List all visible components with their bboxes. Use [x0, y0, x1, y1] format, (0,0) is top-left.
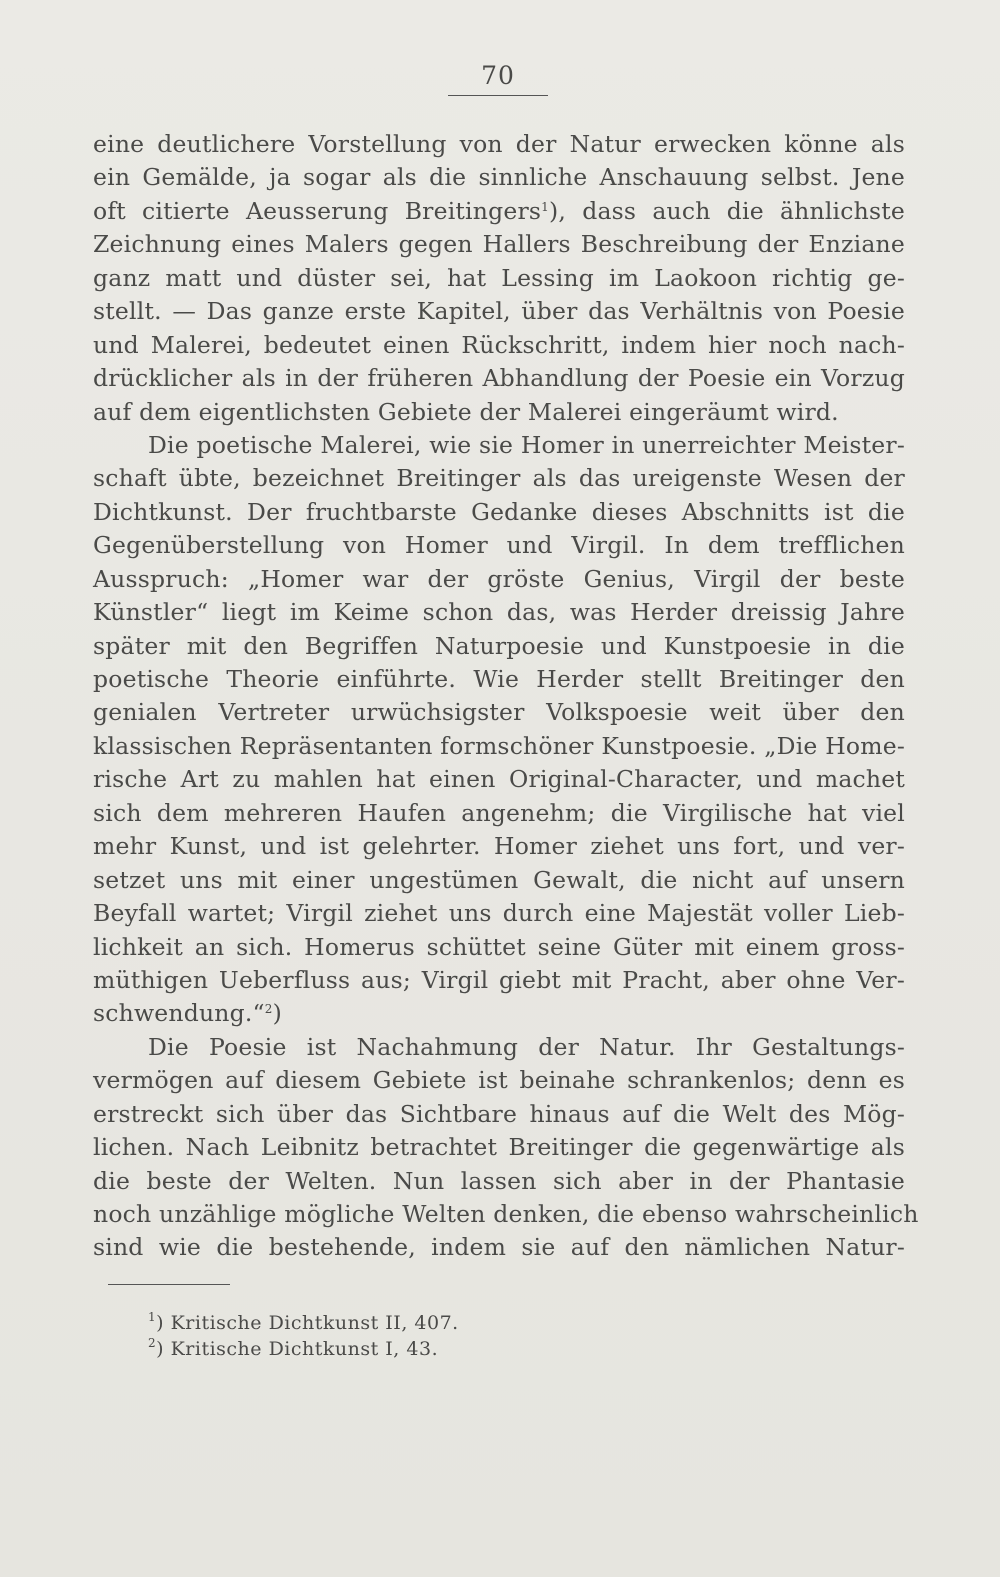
text-line: Beyfall wartet; Virgil ziehet uns durch eine Majestät voller Lieb- [93, 899, 905, 928]
text-line: rische Art zu mahlen hat einen Original-Character, und machet [93, 765, 905, 794]
text-line: genialen Vertreter urwüchsigster Volkspoesie weit über den [93, 698, 905, 727]
text-fragment: oft citierte Aeusserung Breitingers [93, 196, 542, 225]
text-line: später mit den Begriffen Naturpoesie und Kunstpoesie in die [93, 631, 905, 660]
text-line: lichkeit an sich. Homerus schüttet seine Güter mit einem gross- [93, 932, 905, 961]
text-fragment: schwendung.“ [93, 999, 265, 1028]
text-line: Zeichnung eines Malers gegen Hallers Beschreibung der Enziane [93, 230, 905, 259]
text-line: schaft übte, bezeichnet Breitinger als das ureigenste Wesen der [93, 464, 905, 493]
text-line: Gegenüberstellung von Homer und Virgil. In dem trefflichen [93, 531, 905, 560]
text-line: setzet uns mit einer ungestümen Gewalt, die nicht auf unsern [93, 865, 905, 894]
text-line: sind wie die bestehende, indem sie auf den nämlichen Natur- [93, 1233, 905, 1262]
text-line: mehr Kunst, und ist gelehrter. Homer ziehet uns fort, und ver- [93, 832, 905, 861]
text-line: und Malerei, bedeutet einen Rückschritt, indem hier noch nach- [93, 330, 905, 359]
text-line: stellt. — Das ganze erste Kapitel, über das Verhältnis von Poesie [93, 297, 905, 326]
text-line: sich dem mehreren Haufen angenehm; die Virgilische hat viel [93, 798, 905, 827]
footnotes [148, 1310, 848, 1362]
footnote-rule [108, 1284, 230, 1285]
footnote-mark: 2 [148, 1336, 157, 1350]
text-line [93, 997, 905, 1030]
text-line: ein Gemälde, ja sogar als die sinnliche Anschauung selbst. Jene [93, 163, 905, 192]
page-number-rule [448, 95, 548, 96]
footnote-ref: 1 [541, 199, 549, 214]
text-line: lichen. Nach Leibnitz betrachtet Breitinger die gegenwärtige als [93, 1133, 905, 1162]
text-line: Künstler“ liegt im Keime schon das, was Herder dreissig Jahre [93, 598, 905, 627]
footnote-mark: 1 [148, 1310, 157, 1324]
text-line: Die Poesie ist Nachahmung der Natur. Ihr Gestaltungs- [148, 1032, 905, 1061]
text-line: müthigen Ueberfluss aus; Virgil giebt mit Pracht, aber ohne Ver- [93, 965, 905, 994]
text-line: Ausspruch: „Homer war der gröste Genius, Virgil der beste [93, 564, 905, 593]
text-line: ganz matt und düster sei, hat Lessing im Laokoon richtig ge- [93, 263, 905, 292]
text-fragment: ), dass auch die ähnlichste [549, 196, 905, 225]
page-number: 70 [481, 61, 515, 90]
text-fragment: ) [272, 999, 282, 1028]
text-line: erstreckt sich über das Sichtbare hinaus auf die Welt des Mög- [93, 1099, 905, 1128]
text-line: vermögen auf diesem Gebiete ist beinahe schrankenlos; denn es [93, 1066, 905, 1095]
text-line: drücklicher als in der früheren Abhandlung der Poesie ein Vorzug [93, 364, 905, 393]
footnote-text: ) Kritische Dichtkunst I, 43. [156, 1338, 439, 1360]
text-line: Die poetische Malerei, wie sie Homer in unerreichter Meister- [148, 430, 905, 459]
text-line: poetische Theorie einführte. Wie Herder stellt Breitinger den [93, 665, 905, 693]
text-line: klassischen Repräsentanten formschöner Kunstpoesie. „Die Home- [93, 731, 905, 760]
body-text [93, 128, 919, 1265]
text-line: eine deutlichere Vorstellung von der Natur erwecken könne als [93, 130, 905, 158]
footnote-text: ) Kritische Dichtkunst II, 407. [156, 1312, 459, 1334]
text-line: die beste der Welten. Nun lassen sich aber in der Phantasie [93, 1166, 905, 1195]
text-line [93, 195, 905, 228]
footnote [148, 1310, 848, 1336]
text-line: auf dem eigentlichsten Gebiete der Malerei eingeräumt wird. [93, 397, 839, 426]
footnote [148, 1336, 848, 1362]
text-line: Dichtkunst. Der fruchtbarste Gedanke dieses Abschnitts ist die [93, 497, 905, 526]
footnote-ref: 2 [264, 1002, 273, 1017]
text-line: noch unzählige mögliche Welten denken, die ebenso wahrscheinlich [93, 1200, 919, 1228]
